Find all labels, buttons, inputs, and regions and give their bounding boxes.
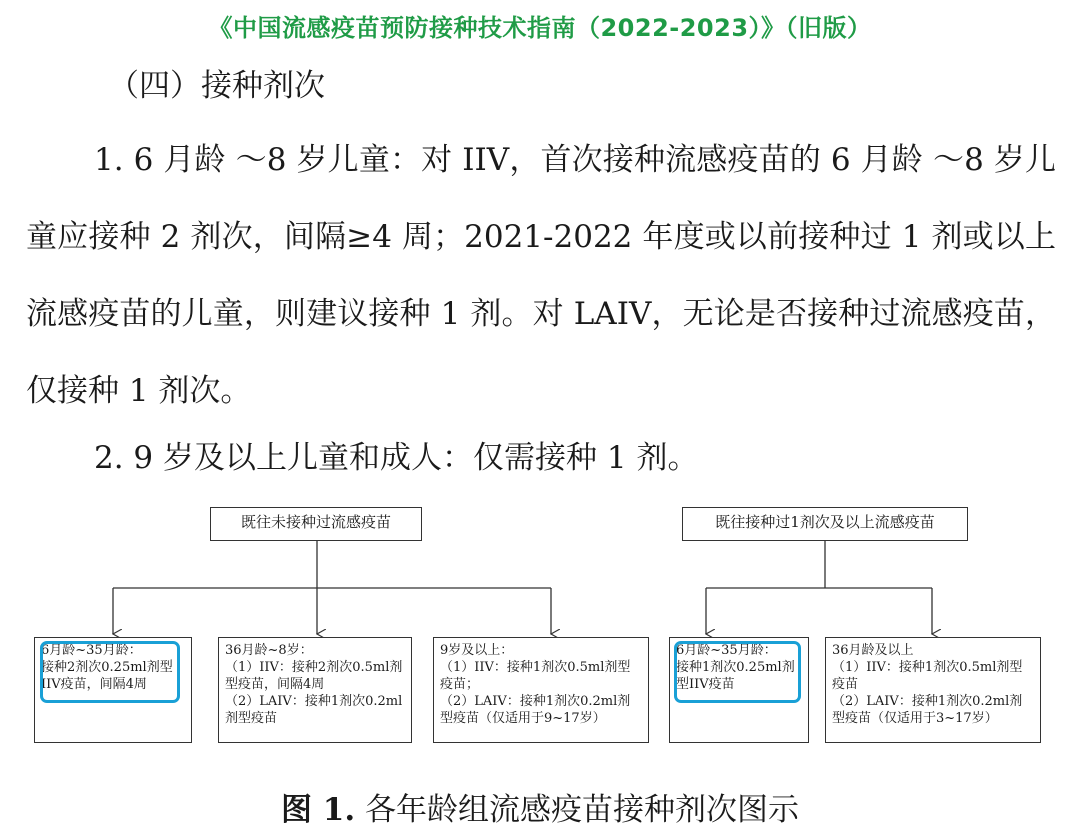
box-title: 9岁及以上：: [440, 643, 514, 658]
box-36m-plus-previous: [825, 637, 1041, 743]
box-title: 36月龄~8岁：: [225, 643, 313, 658]
box-title: 6月龄~35月龄：: [41, 643, 142, 658]
caption-label: 图 1.: [280, 792, 356, 828]
root-never-vaccinated: 既往未接种过流感疫苗: [210, 507, 422, 541]
document-banner-title: 《中国流感疫苗预防接种技术指南（2022-2023）》（旧版）: [208, 14, 872, 42]
box-body: 接种1剂次0.25ml剂型IIV疫苗: [676, 660, 795, 692]
highlight-box-1: [40, 641, 180, 703]
box-body: （1）IIV：接种1剂次0.5ml剂型疫苗； （2）LAIV：接种1剂次0.2ml剂型疫苗（仅适用于9~17岁）: [440, 660, 631, 726]
root-previously-vaccinated: 既往接种过1剂次及以上流感疫苗: [682, 507, 968, 541]
box-title: 6月龄~35月龄：: [676, 643, 777, 658]
section-heading: （四）接种剂次: [108, 68, 325, 104]
box-body: （1）IIV：接种2剂次0.5ml剂型疫苗，间隔4周 （2）LAIV：接种1剂次0.2ml剂型疫苗: [225, 660, 403, 726]
box-body: （1）IIV：接种1剂次0.5ml剂型疫苗 （2）LAIV：接种1剂次0.2ml剂型疫苗（仅适用于3~17岁）: [832, 660, 1023, 726]
box-9y-plus-first-time: [433, 637, 649, 743]
box-body: 接种2剂次0.25ml剂型IIV疫苗，间隔4周: [41, 660, 173, 692]
paragraph-9y-and-adults: 2. 9 岁及以上儿童和成人：仅需接种 1 剂。: [94, 440, 699, 476]
figure-caption: [0, 784, 1080, 829]
box-title: 36月龄及以上: [832, 643, 914, 658]
paragraph-1-text: 1. 6 月龄 ～8 岁儿童：对 IIV，首次接种流感疫苗的 6 月龄 ～8 岁儿童应接种 2 剂次，间隔≥4 周；2021-2022 年度或以前接种过 1 剂或以上流感疫苗的儿童，则建议接种 1 剂。对 LAIV，无论是否接种过流感疫苗，仅接种 1 剂次。: [26, 142, 1056, 409]
box-36m-8y-first-time: [218, 637, 412, 743]
highlight-box-4: [674, 641, 801, 703]
caption-text: 各年龄组流感疫苗接种剂次图示: [365, 792, 799, 828]
